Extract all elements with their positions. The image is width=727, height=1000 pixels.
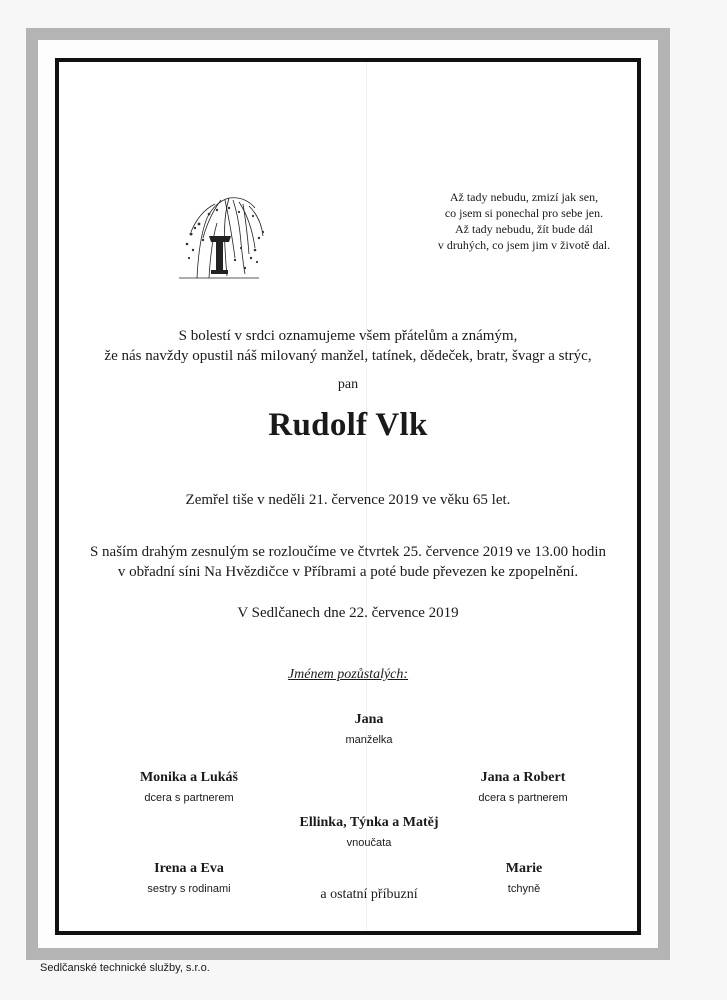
- announcement-line-2: že nás navždy opustil náš milovaný manžel, tatínek, dědeček, bratr, švagr a strýc,: [104, 348, 592, 364]
- deceased-name: Rudolf Vlk: [268, 407, 428, 443]
- mourning-border-gray: [26, 28, 670, 960]
- mourner-name: Monika a Lukáš: [139, 770, 239, 785]
- death-notice: Zemřel tiše v neděli 21. července 2019 ve věku 65 let.: [185, 492, 511, 508]
- mourner-relation: dcera s partnerem: [144, 792, 234, 804]
- funeral-line-2: v obřadní síni Na Hvězdičce v Příbrami a poté bude převezen ke zpopelnění.: [117, 564, 579, 580]
- mourner-relation: dcera s partnerem: [478, 792, 568, 804]
- mourner-name: Jana: [354, 712, 384, 727]
- funeral-line-1: S naším drahým zesnulým se rozloučíme ve čtvrtek 25. července 2019 ve 13.00 hodin: [89, 544, 607, 560]
- mourner-relation: vnoučata: [346, 837, 392, 849]
- announcement: [59, 326, 637, 366]
- mourner-grandchildren: [289, 815, 449, 849]
- funeral-info: [59, 542, 637, 582]
- on-behalf-label: Jménem pozůstalých:: [287, 667, 409, 682]
- mourner-name: Jana a Robert: [480, 770, 566, 785]
- gray-border-inner: [38, 40, 658, 948]
- mourner-name: Marie: [505, 861, 543, 876]
- mourner-relation: sestry s rodinami: [147, 883, 231, 895]
- willow-urn-icon: [169, 188, 269, 284]
- mourner-wife: [309, 712, 429, 746]
- announcement-line-1: S bolestí v srdci oznamujeme všem přátelům a známým,: [178, 328, 518, 344]
- poem: [419, 189, 629, 253]
- pan-label: pan: [337, 377, 359, 392]
- other-relatives: a ostatní příbuzní: [320, 887, 418, 902]
- mourner-daughter-1: [129, 770, 249, 804]
- mourner-mother-in-law: [479, 861, 569, 895]
- footer-company: Sedlčanské technické služby, s.r.o.: [40, 962, 210, 974]
- poem-line: v druhých, co jsem jim v životě dal.: [437, 238, 611, 252]
- mourner-name: Irena a Eva: [154, 861, 224, 876]
- mourner-relation: tchyně: [507, 883, 541, 895]
- poem-line: Až tady nebudu, žít bude dál: [455, 222, 593, 236]
- mourner-relation: manželka: [345, 734, 393, 746]
- mourner-name: Ellinka, Týnka a Matěj: [299, 815, 439, 830]
- poem-line: co jsem si ponechal pro sebe jen.: [444, 206, 604, 220]
- mourner-sisters: [129, 861, 249, 895]
- place-date: V Sedlčanech dne 22. července 2019: [237, 605, 459, 621]
- mourning-border-black: [55, 58, 641, 935]
- mourner-daughter-2: [463, 770, 583, 804]
- poem-line: Až tady nebudu, zmizí jak sen,: [449, 190, 599, 204]
